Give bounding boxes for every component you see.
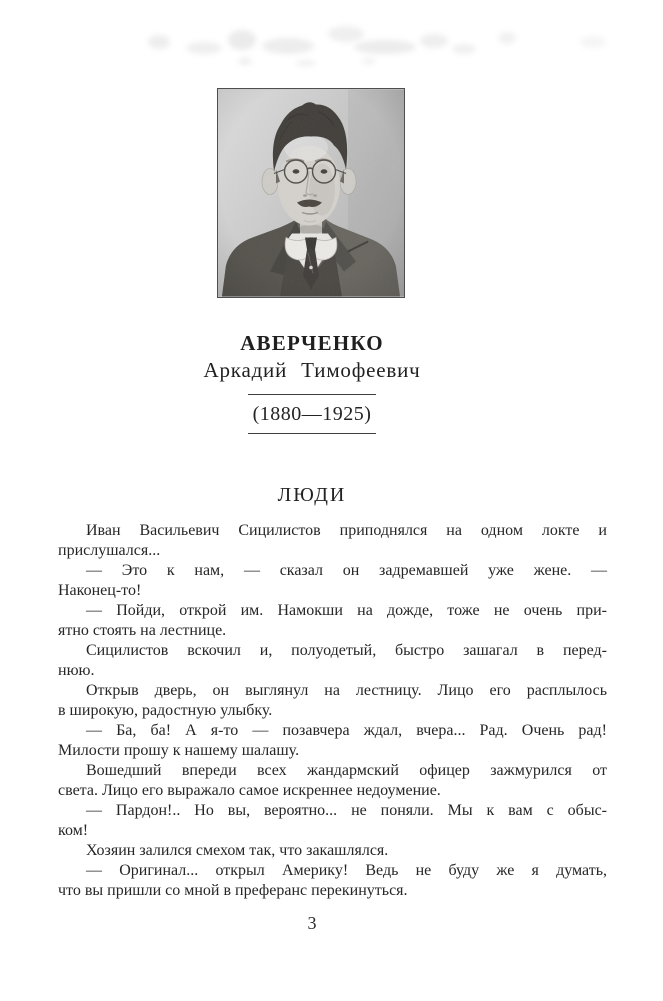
text-line: — Оригинал... открыл Америку! Ведь не буду же я думать,	[86, 862, 607, 879]
showthrough-blob	[228, 30, 256, 50]
text-line: в широкую, радостную улыбку.	[58, 702, 273, 719]
showthrough-blob	[580, 36, 606, 48]
paragraph	[58, 561, 607, 601]
author-heading	[0, 330, 624, 434]
text-line: Наконец-то!	[58, 582, 142, 599]
paragraph	[58, 861, 607, 901]
portrait-illustration	[218, 89, 404, 297]
paragraph	[58, 721, 607, 761]
showthrough-blob	[328, 26, 364, 42]
text-line: Открыв дверь, он выглянул на лестницу. Лицо его расплылось	[86, 682, 607, 699]
text-line: — Это к нам, — сказал он задремавшей уже жене. —	[86, 562, 607, 579]
life-years: (1880—1925)	[252, 403, 372, 425]
paragraph	[58, 841, 607, 861]
showthrough-blob	[354, 40, 416, 54]
text-line: Иван Васильевич Сицилистов приподнялся на одном локте и	[86, 522, 607, 539]
text-line: Хозяин залился смехом так, что закашлялся.	[86, 842, 389, 859]
text-line: Сицилистов вскочил и, полуодетый, быстро зашагал в перед-	[86, 642, 607, 659]
showthrough-blob	[296, 60, 316, 66]
showthrough-blob	[186, 42, 222, 54]
text-line: — Пардон!.. Но вы, вероятно... не поняли. Мы к вам с обыс-	[86, 802, 607, 819]
text-line: Милости прошу к нашему шалашу.	[58, 742, 300, 759]
showthrough-blob	[420, 34, 448, 48]
text-line: что вы пришли со мной в преферанс перекинуться.	[58, 882, 408, 899]
paragraph	[58, 801, 607, 841]
showthrough-blob	[362, 58, 376, 64]
text-line: — Пойди, открой им. Намокши на дожде, тоже не очень при-	[86, 602, 607, 619]
paragraph	[58, 601, 607, 641]
showthrough-blob	[452, 44, 476, 54]
paragraph	[58, 641, 607, 681]
author-surname: АВЕРЧЕНКО	[240, 331, 384, 355]
text-line: Вошедший впереди всех жандармский офицер зажмурился от	[86, 762, 607, 779]
story-body	[58, 521, 607, 901]
text-line: ком!	[58, 822, 89, 839]
page-number: 3	[307, 913, 317, 933]
showthrough-blob	[262, 38, 314, 54]
text-line: света. Лицо его выражало самое искреннее недоумение.	[58, 782, 441, 799]
paragraph	[58, 761, 607, 801]
text-line: ятно стоять на лестнице.	[58, 622, 227, 639]
showthrough-blob	[238, 58, 252, 65]
story-title: ЛЮДИ	[277, 484, 347, 506]
life-years-block	[248, 394, 376, 434]
paragraph	[58, 521, 607, 561]
paragraph	[58, 681, 607, 721]
text-line: нюю.	[58, 662, 95, 679]
showthrough-blob	[498, 32, 516, 44]
text-line: — Ба, ба! А я-то — позавчера ждал, вчера... Рад. Очень рад!	[86, 722, 607, 739]
text-line: прислушался...	[58, 542, 161, 559]
author-portrait-photo	[217, 88, 405, 298]
showthrough-blob	[148, 35, 170, 49]
author-given-names: Аркадий Тимофеевич	[203, 358, 421, 382]
